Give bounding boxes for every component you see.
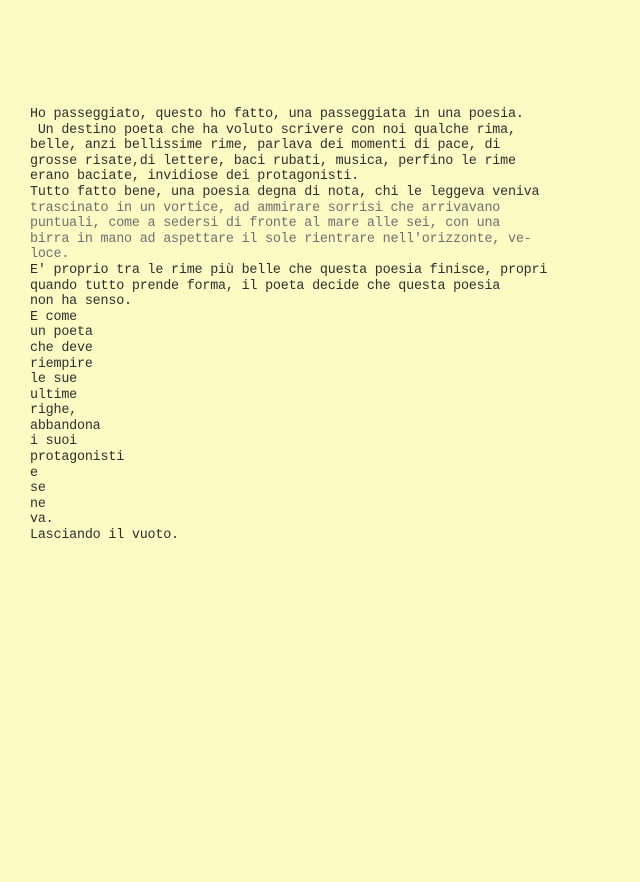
poem-line: ultime bbox=[30, 387, 78, 403]
poem-line: Tutto fatto bene, una poesia degna di nota, chi le leggeva veniva bbox=[30, 184, 540, 200]
poem-line: E' proprio tra le rime più belle che questa poesia finisce, propri bbox=[30, 262, 548, 278]
poem-line: i suoi bbox=[30, 434, 78, 450]
poem-line: grosse risate,di lettere, baci rubati, musica, perfino le rime bbox=[30, 153, 516, 169]
poem-line: righe, bbox=[30, 403, 78, 419]
poem-line: e bbox=[30, 465, 38, 481]
poem-line: Un destino poeta che ha voluto scrivere con noi qualche rima, bbox=[30, 122, 516, 138]
poem-text bbox=[30, 107, 630, 544]
poem-line: Ho passeggiato, questo ho fatto, una passeggiata in una poesia. bbox=[30, 107, 524, 122]
poem-line: birra in mano ad aspettare il sole rientrare nell'orizzonte, ve- bbox=[30, 231, 532, 247]
poem-line: non ha senso. bbox=[30, 294, 132, 310]
poem-line: che deve bbox=[30, 340, 93, 356]
poem-line: protagonisti bbox=[30, 450, 125, 466]
poem-line: belle, anzi bellissime rime, parlava dei momenti di pace, di bbox=[30, 138, 501, 154]
poem-line: erano baciate, invidiose dei protagonisti. bbox=[30, 169, 360, 185]
poem-line: riempire bbox=[30, 356, 93, 372]
poem-line: un poeta bbox=[30, 325, 93, 341]
poem-line: Lasciando il vuoto. bbox=[30, 528, 179, 544]
poem-line: trascinato in un vortice, ad ammirare sorrisi che arrivavano bbox=[30, 200, 501, 216]
poem-line: puntuali, come a sedersi di fronte al mare alle sei, con una bbox=[30, 216, 501, 232]
poem-line: va. bbox=[30, 512, 54, 528]
poem-line: quando tutto prende forma, il poeta decide che questa poesia bbox=[30, 278, 501, 294]
poem-line: loce. bbox=[30, 247, 70, 263]
poem-line: le sue bbox=[30, 372, 78, 388]
poem-line: abbandona bbox=[30, 418, 101, 434]
poem-line: E come bbox=[30, 309, 78, 325]
poem-line: se bbox=[30, 481, 46, 497]
poem-line: ne bbox=[30, 496, 46, 512]
